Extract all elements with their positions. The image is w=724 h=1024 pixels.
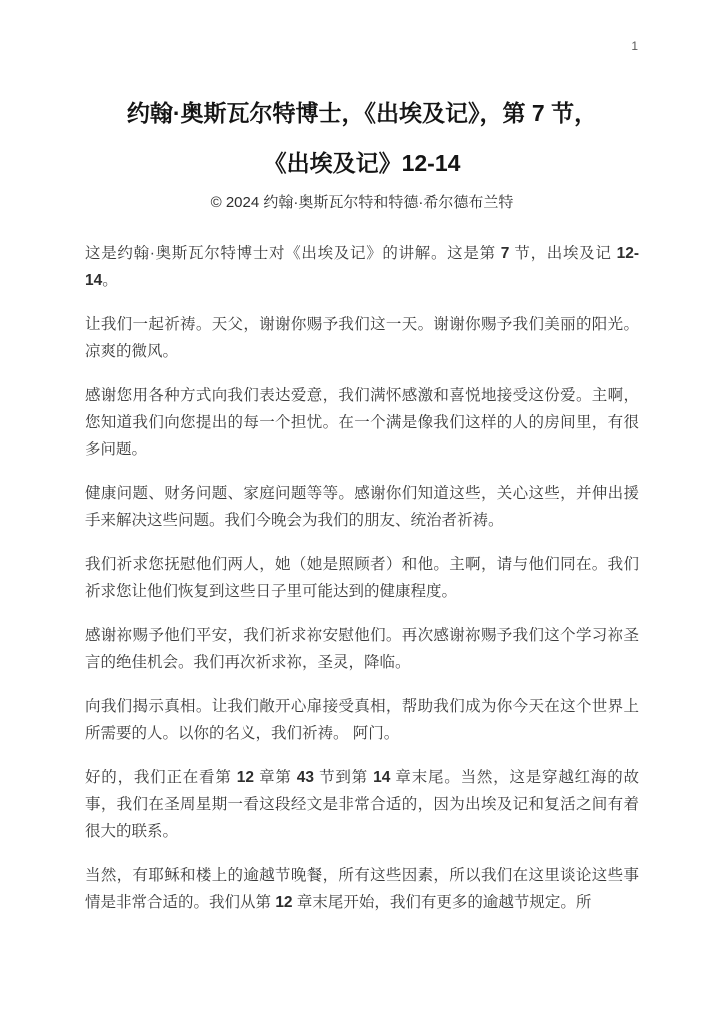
body-paragraph: 这是约翰·奥斯瓦尔特博士对《出埃及记》的讲解。这是第 7 节，出埃及记 12-14。 (85, 245, 639, 289)
body-paragraph: 当然，有耶稣和楼上的逾越节晚餐，所有这些因素，所以我们在这里谈论这些事情是非常合适的。我们从第 12 章末尾开始，我们有更多的逾越节规定。所 (85, 867, 639, 911)
document-title-line-2: 《出埃及记》12-14 (263, 150, 461, 176)
body-paragraph: 我们祈求您抚慰他们两人，她（她是照顾者）和他。主啊，请与他们同在。我们祈求您让他们恢复到这些日子里可能达到的健康程度。 (85, 556, 639, 600)
document-body (85, 240, 639, 916)
document-header (0, 0, 724, 214)
body-paragraph: 健康问题、财务问题、家庭问题等等。感谢你们知道这些，关心这些，并伸出援手来解决这些问题。我们今晚会为我们的朋友、统治者祈祷。 (85, 485, 639, 529)
page-number: 1 (631, 39, 638, 53)
document-title (0, 88, 724, 188)
body-paragraph: 好的，我们正在看第 12 章第 43 节到第 14 章末尾。当然，这是穿越红海的故事，我们在圣周星期一看这段经文是非常合适的，因为出埃及记和复活之间有着很大的联系。 (85, 769, 639, 840)
body-paragraph: 感谢您用各种方式向我们表达爱意，我们满怀感激和喜悦地接受这份爱。主啊，您知道我们向您提出的每一个担忧。在一个满是像我们这样的人的房间里，有很多问题。 (85, 387, 639, 458)
document-title-line-1: 约翰·奥斯瓦尔特博士，《出埃及记》，第 7 节， (126, 100, 598, 126)
body-paragraph: 感谢祢赐予他们平安，我们祈求祢安慰他们。再次感谢祢赐予我们这个学习祢圣言的绝佳机会。我们再次祈求祢，圣灵，降临。 (85, 627, 639, 671)
body-paragraph: 让我们一起祈祷。天父，谢谢你赐予我们这一天。谢谢你赐予我们美丽的阳光。凉爽的微风。 (85, 316, 639, 360)
copyright-line: © 2024 约翰·奥斯瓦尔特和特德·希尔德布兰特 (210, 194, 514, 211)
body-paragraph: 向我们揭示真相。让我们敞开心扉接受真相，帮助我们成为你今天在这个世界上所需要的人。以你的名义，我们祈祷。 阿门。 (85, 698, 639, 742)
